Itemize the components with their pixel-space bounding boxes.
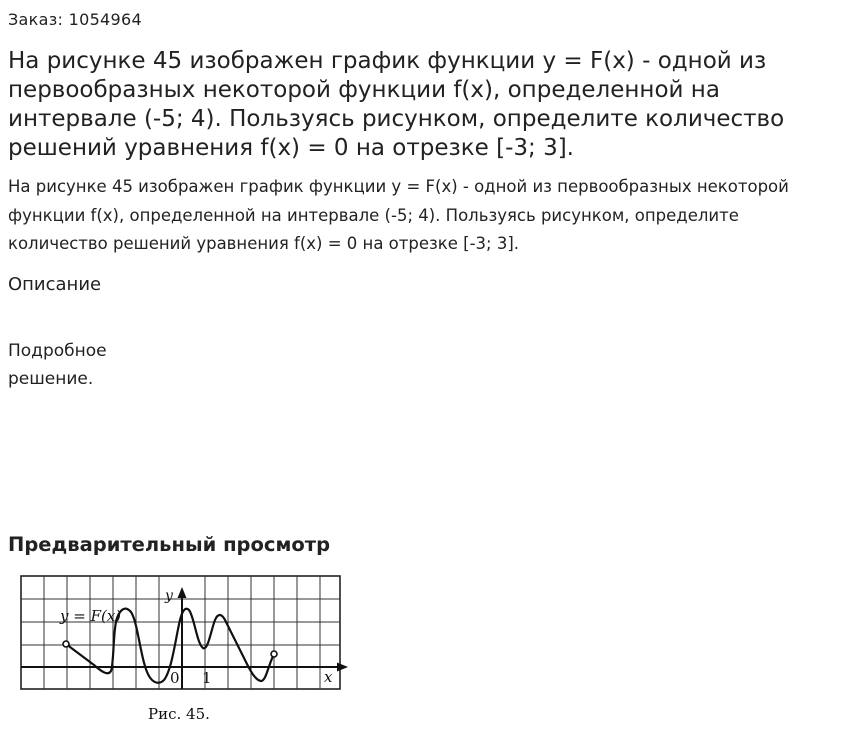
- figure-45: [14, 568, 350, 728]
- x-axis-label: x: [324, 668, 333, 686]
- open-endpoint-right: [271, 651, 277, 657]
- function-graph-image: [14, 568, 350, 728]
- origin-label: 0: [170, 669, 180, 687]
- function-label: y = F(x): [60, 607, 122, 625]
- open-endpoint-left: [63, 641, 69, 647]
- description-label: Описание: [8, 274, 102, 295]
- detailed-solution-label: Подробное решение.: [8, 341, 107, 389]
- y-axis-label: y: [165, 588, 173, 604]
- page-title: На рисунке 45 изображен график функции y = F(x) - одной из первообразных некоторой функции f(x), определенной на интервале (-5; 4). Пользуясь рисунком, определите количество решений уравнения f(x) = 0 на отрезке [-3; 3].: [8, 48, 785, 161]
- task-description: На рисунке 45 изображен график функции y = F(x) - одной из первообразных некоторой функции f(x), определенной на интервале (-5; 4). Пользуясь рисунком, определите количество решений уравнения f(x) = 0 на отрезке [-3; 3].: [8, 177, 789, 253]
- figure-caption: Рис. 45.: [148, 705, 210, 723]
- x-axis-arrow: [337, 663, 348, 672]
- preview-heading: Предварительный просмотр: [8, 533, 331, 556]
- order-number: Заказ: 1054964: [8, 10, 142, 29]
- unit-label: 1: [202, 669, 212, 687]
